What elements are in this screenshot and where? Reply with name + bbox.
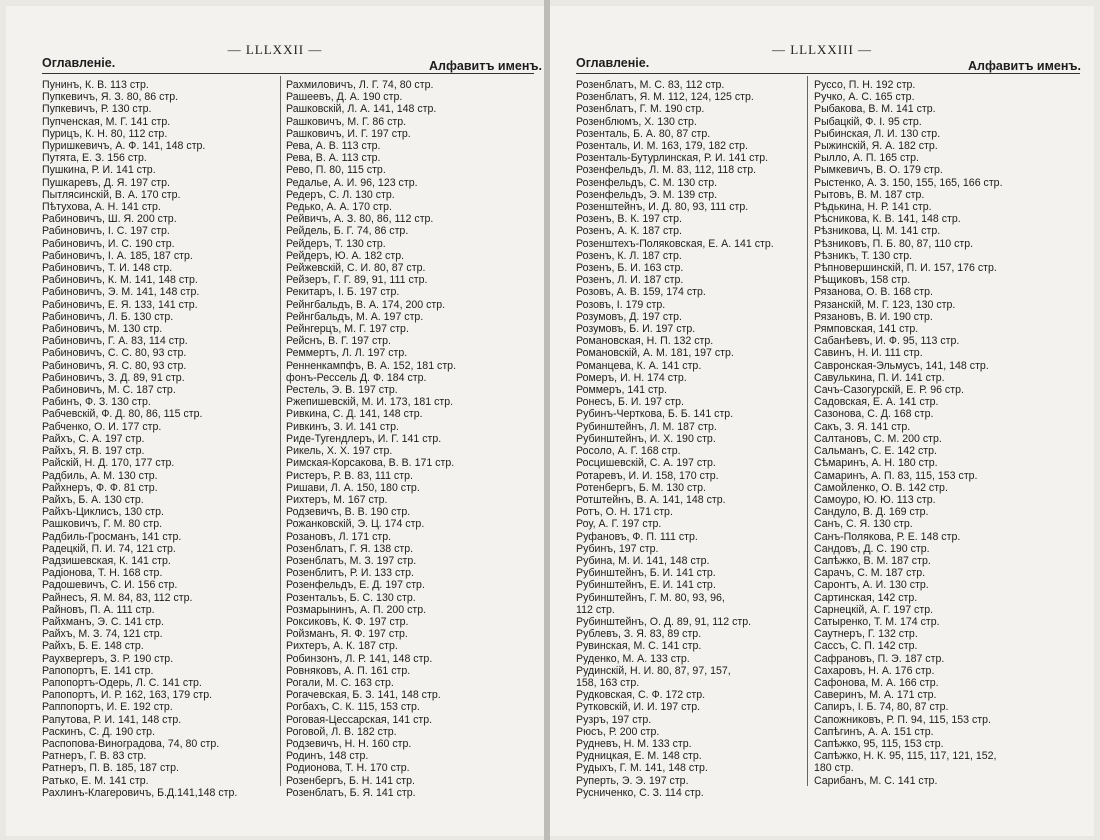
index-entry: Рикель, Х. Х. 197 стр. bbox=[286, 445, 393, 458]
index-entry: Райскій, Н. Д. 170, 177 стр. bbox=[42, 457, 175, 470]
index-entry: Радбиль, А. М. 130 стр. bbox=[42, 469, 158, 482]
index-entry: Рабченко, О. И. 177 стр. bbox=[42, 420, 162, 433]
index-entry: Пупкевичъ, Я. З. 80, 86 стр. bbox=[42, 91, 179, 104]
index-entry: Редалье, А. И. 96, 123 стр. bbox=[286, 176, 418, 189]
index-entry: Сарнецкій, А. Г. 197 стр. bbox=[814, 603, 934, 616]
index-entry: Сандовъ, Д. С. 190 стр. bbox=[814, 542, 930, 555]
page-number: — LLLXXIII — bbox=[771, 42, 873, 57]
index-entry: Саутнеръ, Г. 132 стр. bbox=[814, 628, 918, 641]
index-entry: Рабиновичъ, I. А. 185, 187 стр. bbox=[42, 249, 193, 262]
index-entry: Розенъ, К. Л. 187 стр. bbox=[576, 249, 682, 262]
index-entry: Райновъ, П. А. 111 стр. bbox=[42, 603, 155, 616]
index-entry: Ронесъ, Б. И. 197 стр. bbox=[576, 396, 684, 409]
index-entry: Сассъ, С. П. 142 стр. bbox=[814, 640, 918, 653]
index-entry: Розенфельдъ, Л. М. 83, 112, 118 стр. bbox=[576, 164, 757, 177]
index-entry: Рубинштейнъ, О. Д. 89, 91, 112 стр. bbox=[576, 615, 752, 628]
index-entry: Рубинъ, 197 стр. bbox=[576, 542, 659, 555]
header-alphabet: Алфавитъ именъ. bbox=[968, 59, 1081, 73]
index-entry: Райхнеръ, Ф. Ф. 81 стр. bbox=[42, 481, 158, 494]
index-entry: Пѣтухова, А. Н. 141 стр. bbox=[42, 201, 161, 214]
index-entry: Ришави, Л. А. 150, 180 стр. bbox=[286, 481, 420, 494]
index-entry: Рыбакова, В. М. 141 стр. bbox=[814, 103, 936, 116]
index-entry: Рабиновичъ, С. С. 80, 93 стр. bbox=[42, 347, 187, 360]
index-entry: Саронтъ, А. И. 130 стр. bbox=[814, 579, 929, 592]
index-entry: Рабиновичъ, Е. Я. 133, 141 стр. bbox=[42, 298, 198, 311]
header-contents: Оглавленіе. bbox=[42, 56, 116, 70]
index-entry: Рабиновичъ, И. С. 190 стр. bbox=[42, 237, 175, 250]
index-entry: Раппопортъ, И. Е. 192 стр. bbox=[42, 701, 173, 714]
index-entry: Ротенбергъ, Б. М. 130 стр. bbox=[576, 481, 706, 494]
index-entry: Розенштехъ-Поляковская, Е. А. 141 стр. bbox=[576, 237, 774, 250]
index-entry: Рѣзникова, Ц. М. 141 стр. bbox=[814, 225, 941, 238]
column-divider bbox=[280, 76, 281, 786]
index-entry: Сачъ-Сазогурскій, Е. Р. 96 стр. bbox=[814, 384, 964, 397]
index-entry: Розенблатъ, М. З. 197 стр. bbox=[286, 554, 417, 567]
index-entry: Ручко, А. С. 165 стр. bbox=[814, 91, 915, 104]
header-rule bbox=[576, 73, 1080, 74]
index-entry: Родзевичъ, В. В. 190 стр. bbox=[286, 506, 411, 519]
index-entry: Сартинская, 142 стр. bbox=[814, 591, 918, 604]
index-entry: Рашковскій, Л. А. 141, 148 стр. bbox=[286, 103, 437, 116]
index-entry: Самоуро, Ю. Ю. 113 стр. bbox=[814, 493, 936, 506]
index-entry: Руденко, М. А. 133 стр. bbox=[576, 652, 690, 665]
index-entry: Рабиновичъ, К. М. 141, 148 стр. bbox=[42, 274, 198, 287]
index-entry: Пупкевичъ, Р. 130 стр. bbox=[42, 103, 152, 116]
index-entry: Росоло, А. Г. 168 стр. bbox=[576, 445, 681, 458]
index-entry: Розумовъ, Б. И. 197 стр. bbox=[576, 323, 696, 336]
index-entry: Рязанскій, М. Г. 123, 130 стр. bbox=[814, 298, 956, 311]
index-entry: Сапѣжко, 95, 115, 153 стр. bbox=[814, 737, 944, 750]
index-entry: Саверинъ, М. А. 171 стр. bbox=[814, 689, 937, 702]
index-entry: Рабиновичъ, Л. Б. 130 стр. bbox=[42, 310, 174, 323]
index-entry: Роксиковъ, К. Ф. 197 стр. bbox=[286, 615, 409, 628]
index-entry: Роммеръ, 141 стр. bbox=[576, 384, 667, 397]
index-entry: Розенъ, Б. И. 163 стр. bbox=[576, 262, 684, 275]
index-entry: 180 стр. bbox=[814, 762, 854, 775]
index-entry: Ротъ, О. Н. 171 стр. bbox=[576, 506, 673, 519]
index-entry: Распопова-Виноградова, 74, 80 стр. bbox=[42, 737, 220, 750]
index-entry: Рудыхъ, Г. М. 141, 148 стр. bbox=[576, 762, 708, 775]
index-entry: Рашеевъ, Д. А. 190 стр. bbox=[286, 91, 403, 104]
index-entry: Рюсъ, Р. 200 стр. bbox=[576, 725, 660, 738]
index-entry: Розовъ, I. 179 стр. bbox=[576, 298, 666, 311]
index-entry: Рабиновичъ, М. 130 стр. bbox=[42, 323, 163, 336]
index-entry: Рекитаръ, I. Б. 197 стр. bbox=[286, 286, 400, 299]
index-entry: Рашковичъ, И. Г. 197 стр. bbox=[286, 127, 411, 140]
index-entry: Райхъ, Б. Е. 148 стр. bbox=[42, 640, 144, 653]
index-entry: Рудницкая, Е. М. 148 стр. bbox=[576, 750, 702, 763]
index-entry: Рахлинъ-Клагеровичъ, Б.Д.141,148 стр. bbox=[42, 786, 238, 799]
index-entry: Родионова, Т. Н. 170 стр. bbox=[286, 762, 410, 775]
index-entry: Рылло, А. П. 165 стр. bbox=[814, 152, 919, 165]
index-entry: Садовская, Е. А. 141 стр. bbox=[814, 396, 939, 409]
index-entry: Рутковскій, И. И. 197 стр. bbox=[576, 701, 701, 714]
index-entry: Романцева, К. А. 141 стр. bbox=[576, 359, 702, 372]
index-entry: Розенъ, А. К. 187 стр. bbox=[576, 225, 682, 238]
index-entry: Розенталь-Бутурлинская, Р. И. 141 стр. bbox=[576, 152, 769, 165]
index-entry: фонъ-Рессель Д. Ф. 184 стр. bbox=[286, 371, 427, 384]
index-entry: Рихтеръ, А. К. 187 стр. bbox=[286, 640, 398, 653]
index-entry: Рѣдькина, Н. Р. 141 стр. bbox=[814, 201, 932, 214]
index-entry: Пушкина, Р. И. 141 стр. bbox=[42, 164, 156, 177]
index-entry: Розенталь, И. М. 163, 179, 182 стр. bbox=[576, 140, 749, 153]
index-entry: Сѣмаринъ, А. Н. 180 стр. bbox=[814, 457, 938, 470]
index-entry: Путята, Е. З. 156 стр. bbox=[42, 152, 147, 165]
name-column-2 bbox=[286, 79, 536, 799]
index-entry: Рабиновичъ, Я. С. 80, 93 стр. bbox=[42, 359, 187, 372]
index-entry: Редеръ, С. Л. 130 стр. bbox=[286, 188, 395, 201]
index-entry: Розенфельдъ, Е. Д. 197 стр. bbox=[286, 579, 425, 592]
index-entry: Руссо, П. Н. 192 стр. bbox=[814, 79, 916, 91]
index-entry: Риде-Тугендлеръ, И. Г. 141 стр. bbox=[286, 432, 442, 445]
index-entry: Рыжинскій, Я. А. 182 стр. bbox=[814, 140, 938, 153]
index-entry: Сатыренко, Т. М. 174 стр. bbox=[814, 615, 940, 628]
index-entry: Рабиновичъ, Г. А. 83, 114 стр. bbox=[42, 335, 188, 348]
index-entry: Рапопортъ, Е. 141 стр. bbox=[42, 664, 154, 677]
page-number: — LLLXXII — bbox=[227, 42, 323, 57]
index-entry: Русниченко, С. З. 114 стр. bbox=[576, 786, 704, 799]
index-entry: Райхманъ, Э. С. 141 стр. bbox=[42, 615, 164, 628]
index-entry: Ристеръ, Р. В. 83, 111 стр. bbox=[286, 469, 413, 482]
index-entry: Руперть, Э. Э. 197 стр. bbox=[576, 774, 689, 787]
index-entry: Рыбинская, Л. И. 130 стр. bbox=[814, 127, 941, 140]
index-entry: Розенблюмъ, Х. 130 стр. bbox=[576, 115, 697, 128]
index-entry: Рапопортъ, И. Р. 162, 163, 179 стр. bbox=[42, 689, 213, 702]
index-entry: Роговой, Л. В. 182 стр. bbox=[286, 725, 397, 738]
index-entry: Рева, А. В. 113 стр. bbox=[286, 140, 381, 153]
index-entry: Самойленко, О. В. 142 стр. bbox=[814, 481, 948, 494]
index-entry: Рубинштейнъ, Г. М. 80, 93, 96, bbox=[576, 591, 725, 604]
index-entry: Сапожниковъ, Р. П. 94, 115, 153 стр. bbox=[814, 713, 991, 726]
index-entry: Розенъ, Л. И. 187 стр. bbox=[576, 274, 684, 287]
index-entry: Радзишевская, К. 141 стр. bbox=[42, 554, 171, 567]
column-divider bbox=[807, 76, 808, 786]
index-entry: Санъ, С. Я. 130 стр. bbox=[814, 518, 913, 531]
index-entry: Рузръ, 197 стр. bbox=[576, 713, 652, 726]
index-entry: Рязановъ, В. И. 190 стр. bbox=[814, 310, 933, 323]
index-entry: Пурицъ, К. Н. 80, 112 стр. bbox=[42, 127, 168, 140]
index-entry: Рабиновичъ, Т. И. 148 стр. bbox=[42, 262, 173, 275]
index-entry: Рѣзникъ, Т. 130 стр. bbox=[814, 249, 913, 262]
index-entry: Рабиновичъ, Ш. Я. 200 стр. bbox=[42, 213, 177, 226]
header-contents: Оглавленіе. bbox=[576, 56, 650, 70]
header-rule bbox=[42, 73, 534, 74]
index-entry: Райхъ-Циклисъ, 130 стр. bbox=[42, 506, 164, 519]
index-entry: Райхъ, С. А. 197 стр. bbox=[42, 432, 145, 445]
index-entry: Рубинштейнъ, Б. И. 141 стр. bbox=[576, 567, 716, 580]
index-entry: Рытовъ, В. М. 187 стр. bbox=[814, 188, 925, 201]
index-entry: Римская-Корсакова, В. В. 171 стр. bbox=[286, 457, 455, 470]
index-entry: Рогбахъ, С. К. 115, 153 стр. bbox=[286, 701, 420, 714]
index-entry: Райхъ, Б. А. 130 стр. bbox=[42, 493, 144, 506]
index-entry: Рувинская, М. С. 141 стр. bbox=[576, 640, 702, 653]
index-entry: Романовская, Н. П. 132 стр. bbox=[576, 335, 714, 348]
index-entry: Сарибанъ, М. С. 141 стр. bbox=[814, 774, 938, 787]
index-entry: 158, 163 стр. bbox=[576, 676, 640, 689]
index-entry: Санъ-Полякова, Р. Е. 148 стр. bbox=[814, 530, 961, 543]
index-entry: Сафрановъ, П. Э. 187 стр. bbox=[814, 652, 945, 665]
index-entry: Рихтеръ, М. 167 стр. bbox=[286, 493, 388, 506]
index-entry: Савулькина, П. И. 141 стр. bbox=[814, 371, 945, 384]
index-entry: Рейнгбальдъ, М. А. 197 стр. bbox=[286, 310, 424, 323]
index-entry: Сандуло, В. Д. 169 стр. bbox=[814, 506, 929, 519]
index-entry: Самаринъ, А. П. 83, 115, 153 стр. bbox=[814, 469, 978, 482]
index-entry: Пунинъ, К. В. 113 стр. bbox=[42, 79, 149, 91]
index-entry: Родзевичъ, Н. Н. 160 стр. bbox=[286, 737, 412, 750]
index-entry: Ратько, Е. М. 141 стр. bbox=[42, 774, 149, 787]
index-entry: Рашковичъ, Г. М. 80 стр. bbox=[42, 518, 163, 531]
index-entry: Ратнеръ, Г. В. 83 стр. bbox=[42, 750, 147, 763]
index-entry: Рубинштейнъ, Е. И. 141 стр. bbox=[576, 579, 716, 592]
index-entry: Рестель, Э. В. 197 стр. bbox=[286, 384, 398, 397]
index-entry: Радбиль-Гросманъ, 141 стр. bbox=[42, 530, 182, 543]
index-entry: Рахмиловичъ, Л. Г. 74, 80 стр. bbox=[286, 79, 434, 91]
index-entry: Рублевъ, З. Я. 83, 89 стр. bbox=[576, 628, 702, 641]
index-entry: Ржепишевскій, М. И. 173, 181 стр. bbox=[286, 396, 454, 409]
index-entry: Савинъ, Н. И. 111 стр. bbox=[814, 347, 923, 360]
index-entry: Розенштейнъ, И. Д. 80, 93, 111 стр. bbox=[576, 201, 749, 214]
index-entry: Розенблатъ, Г. М. 190 стр. bbox=[576, 103, 705, 116]
index-entry: Раскинъ, С. Д. 190 стр. bbox=[42, 725, 156, 738]
index-entry: Ривкинъ, З. И. 141 стр. bbox=[286, 420, 399, 433]
index-entry: Розенблатъ, Б. Я. 141 стр. bbox=[286, 786, 416, 799]
index-entry: Пуришкевичъ, А. Ф. 141, 148 стр. bbox=[42, 140, 206, 153]
name-column-1 bbox=[576, 79, 802, 799]
index-entry: Рогали, М. С. 163 стр. bbox=[286, 676, 394, 689]
index-entry: Рейнгерцъ, М. Г. 197 стр. bbox=[286, 323, 409, 336]
index-entry: Розенблатъ, Я. М. 112, 124, 125 стр. bbox=[576, 91, 754, 104]
index-entry: Ройзманъ, Я. Ф. 197 стр. bbox=[286, 628, 408, 641]
index-entry: Рямповская, 141 стр. bbox=[814, 323, 919, 336]
index-entry: Рабиновичъ, Э. М. 141, 148 стр. bbox=[42, 286, 200, 299]
index-entry: Розенъ, В. К. 197 стр. bbox=[576, 213, 682, 226]
index-entry: Рудинскій, Н. И. 80, 87, 97, 157, bbox=[576, 664, 731, 677]
index-entry: Рубина, М. И. 141, 148 стр. bbox=[576, 554, 710, 567]
index-entry: Роу, А. Г. 197 стр. bbox=[576, 518, 662, 531]
index-entry: Пытлясинскій, В. А. 170 стр. bbox=[42, 188, 181, 201]
index-entry: Сазонова, С. Д. 168 стр. bbox=[814, 408, 934, 421]
index-entry: Рожанковскій, Э. Ц. 174 стр. bbox=[286, 518, 425, 531]
index-entry: Рабчевскій, Ф. Д. 80, 86, 115 стр. bbox=[42, 408, 203, 421]
index-entry: Родинъ, 148 стр. bbox=[286, 750, 369, 763]
index-entry: Рабиновичъ, М. С. 187 стр. bbox=[42, 384, 176, 397]
index-entry: Рейдеръ, Ю. А. 182 стр. bbox=[286, 249, 405, 262]
index-entry: Рабинъ, Ф. З. 130 стр. bbox=[42, 396, 151, 409]
name-column-1 bbox=[42, 79, 276, 799]
index-entry: Рейвичъ, А. З. 80, 86, 112 стр. bbox=[286, 213, 434, 226]
index-entry: Пушкаревъ, Д. Я. 197 стр. bbox=[42, 176, 170, 189]
index-entry: Розенфельдъ, Э. М. 139 стр. bbox=[576, 188, 718, 201]
index-entry: Рубинштейнъ, Л. М. 187 стр. bbox=[576, 420, 717, 433]
index-entry: Розентальъ, Б. С. 130 стр. bbox=[286, 591, 416, 604]
index-entry: Ромеръ, И. Н. 174 стр. bbox=[576, 371, 687, 384]
index-entry: Рѣзниковъ, П. Б. 80, 87, 110 стр. bbox=[814, 237, 974, 250]
index-entry: Рейжевскій, С. И. 80, 87 стр. bbox=[286, 262, 426, 275]
index-entry: Роговая-Цессарская, 141 стр. bbox=[286, 713, 433, 726]
index-entry: Рогачевская, Б. З. 141, 148 стр. bbox=[286, 689, 441, 702]
index-entry: Романовскій, А. М. 181, 197 стр. bbox=[576, 347, 734, 360]
index-entry: Розовъ, А. В. 159, 174 стр. bbox=[576, 286, 706, 299]
index-entry: Рейснъ, В. Г. 197 стр. bbox=[286, 335, 391, 348]
index-entry: Рапутова, Р. И. 141, 148 стр. bbox=[42, 713, 182, 726]
index-entry: Рейнгбальдъ, В. А. 174, 200 стр. bbox=[286, 298, 446, 311]
index-entry: Рудковская, С. Ф. 172 стр. bbox=[576, 689, 706, 702]
index-entry: Ровняковъ, А. П. 161 стр. bbox=[286, 664, 411, 677]
right-page bbox=[550, 6, 1094, 836]
index-entry: Розенбергъ, Б. Н. 141 стр. bbox=[286, 774, 415, 787]
index-entry: Рымкевичъ, В. О. 179 стр. bbox=[814, 164, 943, 177]
index-entry: Розановъ, Л. 171 стр. bbox=[286, 530, 392, 543]
index-entry: Сапѣжко, В. М. 187 стр. bbox=[814, 554, 931, 567]
index-entry: Рязанова, О. В. 168 стр. bbox=[814, 286, 933, 299]
index-entry: Рева, В. А. 113 стр. bbox=[286, 152, 381, 165]
name-column-2 bbox=[814, 79, 1088, 787]
index-entry: Розенталь, Б. А. 80, 87 стр. bbox=[576, 127, 711, 140]
index-entry: Раухвергеръ, З. Р. 190 стр. bbox=[42, 652, 174, 665]
index-entry: Сапѣжко, Н. К. 95, 115, 117, 121, 152, bbox=[814, 750, 997, 763]
index-entry: Розенфельдъ, С. М. 130 стр. bbox=[576, 176, 718, 189]
index-entry: Сарачъ, С. М. 187 стр. bbox=[814, 567, 926, 580]
index-entry: Розенблитъ, Р. И. 133 стр. bbox=[286, 567, 414, 580]
index-entry: Рудневъ, Н. М. 133 стр. bbox=[576, 737, 692, 750]
index-entry: 112 стр. bbox=[576, 603, 615, 616]
left-page bbox=[6, 6, 544, 836]
index-entry: Ротаревъ, И. И. 158, 170 стр. bbox=[576, 469, 719, 482]
index-entry: Рыстенко, А. З. 150, 155, 165, 166 стр. bbox=[814, 176, 1003, 189]
index-entry: Розенблатъ, Г. Я. 138 стр. bbox=[286, 542, 414, 555]
index-entry: Рабиновичъ, З. Д. 89, 91 стр. bbox=[42, 371, 185, 384]
index-entry: Рыбацкій, Ф. I. 95 стр. bbox=[814, 115, 922, 128]
index-entry: Сапѣгинъ, А. А. 151 стр. bbox=[814, 725, 934, 738]
index-entry: Реммертъ, Л. Л. 197 стр. bbox=[286, 347, 408, 360]
index-entry: Рубинштейнъ, И. Х. 190 стр. bbox=[576, 432, 716, 445]
index-entry: Ратнеръ, П. В. 185, 187 стр. bbox=[42, 762, 179, 775]
index-entry: Робинзонъ, Л. Р. 141, 148 стр. bbox=[286, 652, 433, 665]
index-entry: Сабанѣевъ, И. Ф. 95, 113 стр. bbox=[814, 335, 960, 348]
index-entry: Салтановъ, С. М. 200 стр. bbox=[814, 432, 942, 445]
index-entry: Рашковичъ, М. Г. 86 стр. bbox=[286, 115, 407, 128]
index-entry: Розенблатъ, М. С. 83, 112 стр. bbox=[576, 79, 725, 91]
index-entry: Редько, А. А. 170 стр. bbox=[286, 201, 392, 214]
index-entry: Рѣщиковъ, 158 стр. bbox=[814, 274, 911, 287]
index-entry: Рейзеръ, Г. Г. 89, 91, 111 стр. bbox=[286, 274, 428, 287]
index-entry: Ротштейнъ, В. А. 141, 148 стр. bbox=[576, 493, 726, 506]
index-entry: Рѣсникова, К. В. 141, 148 стр. bbox=[814, 213, 961, 226]
index-entry: Рапопортъ-Одерь, Л. С. 141 стр. bbox=[42, 676, 202, 689]
index-entry: Райнесъ, Я. М. 84, 83, 112 стр. bbox=[42, 591, 193, 604]
index-entry: Рѣпновершинскій, П. И. 157, 176 стр. bbox=[814, 262, 997, 275]
index-entry: Розмарынинъ, А. П. 200 стр. bbox=[286, 603, 427, 616]
index-entry: Райхъ, Я. В. 197 стр. bbox=[42, 445, 145, 458]
index-entry: Сапиръ, I. Б. 74, 80, 87 стр. bbox=[814, 701, 949, 714]
index-entry: Рейдель, Б. Г. 74, 86 стр. bbox=[286, 225, 409, 238]
index-entry: Росцишевскій, С. А. 197 стр. bbox=[576, 457, 716, 470]
index-entry: Сафонова, М. А. 166 стр. bbox=[814, 676, 939, 689]
index-entry: Руфановъ, Ф. П. 111 стр. bbox=[576, 530, 698, 543]
index-entry: Радецкій, П. И. 74, 121 стр. bbox=[42, 542, 176, 555]
header-alphabet: Алфавитъ именъ. bbox=[429, 59, 542, 73]
index-entry: Ривкина, С. Д. 141, 148 стр. bbox=[286, 408, 423, 421]
index-entry: Сахаровъ, Н. А. 176 стр. bbox=[814, 664, 935, 677]
index-entry: Рубинъ-Черткова, Б. Б. 141 стр. bbox=[576, 408, 734, 421]
index-entry: Розумовъ, Д. 197 стр. bbox=[576, 310, 682, 323]
index-entry: Ренненкампфъ, В. А. 152, 181 стр. bbox=[286, 359, 457, 372]
index-entry: Рейдеръ, Т. 130 стр. bbox=[286, 237, 386, 250]
index-entry: Рабиновичъ, I. С. 197 стр. bbox=[42, 225, 170, 238]
index-entry: Радіонова, Т. Н. 168 стр. bbox=[42, 567, 163, 580]
index-entry: Райхъ, М. З. 74, 121 стр. bbox=[42, 628, 163, 641]
index-entry: Радошевичъ, С. И. 156 стр. bbox=[42, 579, 178, 592]
index-entry: Сальманъ, С. Е. 142 стр. bbox=[814, 445, 937, 458]
index-entry: Савронская-Эльмусъ, 141, 148 стр. bbox=[814, 359, 989, 372]
index-entry: Пупченская, М. Г. 141 стр. bbox=[42, 115, 171, 128]
index-entry: Сакъ, З. Я. 141 стр. bbox=[814, 420, 911, 433]
index-entry: Рево, П. 80, 115 стр. bbox=[286, 164, 386, 177]
